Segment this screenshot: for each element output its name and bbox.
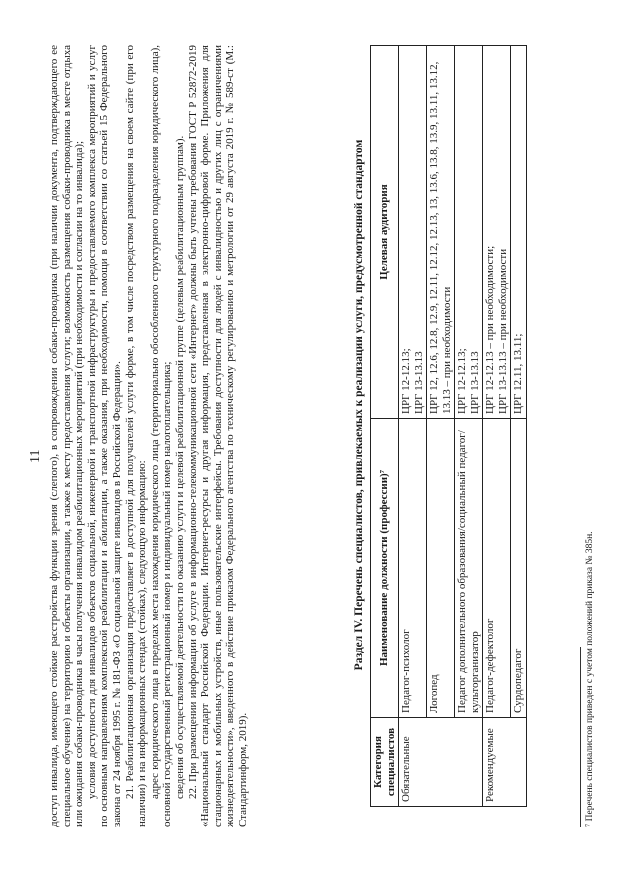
audience-cell <box>483 46 511 419</box>
audience-line: ЦРГ 13-13.13 – при необходимости <box>496 248 509 414</box>
audience-line: ЦРГ 12-12.13; <box>456 348 468 414</box>
header-audience: Целевая аудитория <box>371 46 399 419</box>
audience-cell <box>511 46 527 419</box>
audience-cell <box>427 46 455 419</box>
position-cell: Педагог дополнительного образования/социальный педагог/культорганизатор <box>455 419 483 718</box>
specialists-table <box>370 45 527 807</box>
table-row <box>427 46 455 807</box>
paragraph-guide-dog-access: доступ инвалида, имеющего стойкие расстройства функции зрения (слепого), в сопровождении собаки-проводника (при наличии документа, подтверждающего ее специальное обучение) на территорию и объекты организации, а также к месту предоставления услуги; возможность размещения собаки-проводника в месте отдыха или ожидания собаки-проводника в часы получения инвалидом реабилитационных мероприятий (при необходимости и согласии на то инвалида); <box>48 45 86 827</box>
section-title: Раздел IV. Перечень специалистов, привлекаемых к реализации услуги, предусмотренной стандартом <box>353 139 365 671</box>
table-header-row <box>371 46 399 807</box>
audience-cell <box>399 46 427 419</box>
table-row <box>511 46 527 807</box>
position-cell: Педагог-дефектолог <box>483 419 511 718</box>
position-cell: Педагог-психолог <box>399 419 427 718</box>
body-text <box>48 45 250 827</box>
category-cell: Обязательные <box>399 718 483 807</box>
table-row <box>483 46 511 807</box>
page-number: 11 <box>28 449 43 463</box>
paragraph-21-information: 21. Реабилитационная организация предоставляет в доступной для получателей услуги форме, в том числе посредством размещения на своем сайте (при его наличии) и на информационных стендах (стойках), следующую информацию: <box>123 45 149 827</box>
position-cell: Сурдопедагог <box>511 419 527 718</box>
audience-cell <box>455 46 483 419</box>
audience-line: ЦРГ 12.11, 13.11; <box>512 333 524 414</box>
category-cell: Рекомендуемые <box>483 718 527 807</box>
header-position: Наименование должности (профессии)⁷ <box>371 419 399 718</box>
paragraph-legal-address: адрес юридического лица в пределах места нахождения юридического лица (территориально обособленного структурного подразделения юридического лица), основной государственный регистрационный номер и индивидуальный номер налогоплательщика; <box>148 45 174 827</box>
audience-line: ЦРГ 12, 12.6, 12.8, 12.9, 12.11, 12.12, 12.13, 13, 13.6, 13.8, 13.9, 13.11, 13.12, 13.13 – при необходимости <box>428 61 453 414</box>
audience-line: ЦРГ 12-12.13 – при необходимости; <box>484 245 496 414</box>
paragraph-activity-info: сведения об осуществляемой деятельности по оказанию услуги и целевой реабилитационной группе (целевым реабилитационным группам). <box>173 135 186 799</box>
header-category: Категория специалистов <box>371 718 399 807</box>
position-cell: Логопед <box>427 419 455 718</box>
audience-line: ЦРГ 13-13.13 <box>468 351 481 414</box>
paragraph-accessibility-conditions: условия доступности для инвалидов объектов социальной, инженерной и транспортной инфраструктуры и предоставляемого комплекса мероприятий и услуг по основным направлениям комплексной реабилитации и абилитации, а также оказания, при необходимости, помощи в соответствии со статьей 15 Федерального закона от 24 ноября 1995 г. № 181-ФЗ «О социальной защите инвалидов в Российской Федерации». <box>85 45 123 827</box>
footnote: ⁷ Перечень специалистов приведен с учетом положений приказа № 385н. <box>585 531 595 827</box>
table-row <box>399 46 427 807</box>
audience-line: ЦРГ 12-12.13; <box>400 348 412 414</box>
audience-line: ЦРГ 13-13.13 <box>412 351 425 414</box>
table-row <box>455 46 483 807</box>
paragraph-22-internet: 22. При размещении информации об услуге в информационно-телекоммуникационной сети «Интернет» должны быть учтены требования ГОСТ Р 52872-2019 «Национальный стандарт Российской Федерации. Интернет-ресурсы и другая информация, представленная в электронно-цифровой форме. Приложения для стационарных и мобильных устройств, иные пользовательские интерфейсы. Требования доступности для людей с инвалидностью и других лиц с ограничениями жизнедеятельности», введенного в действие приказом Федерального агентства по техническому регулированию и метрологии от 29 августа 2019 г. № 589-ст (М.: Стандартинформ, 2019). <box>186 45 249 827</box>
footnote-divider <box>580 647 581 827</box>
